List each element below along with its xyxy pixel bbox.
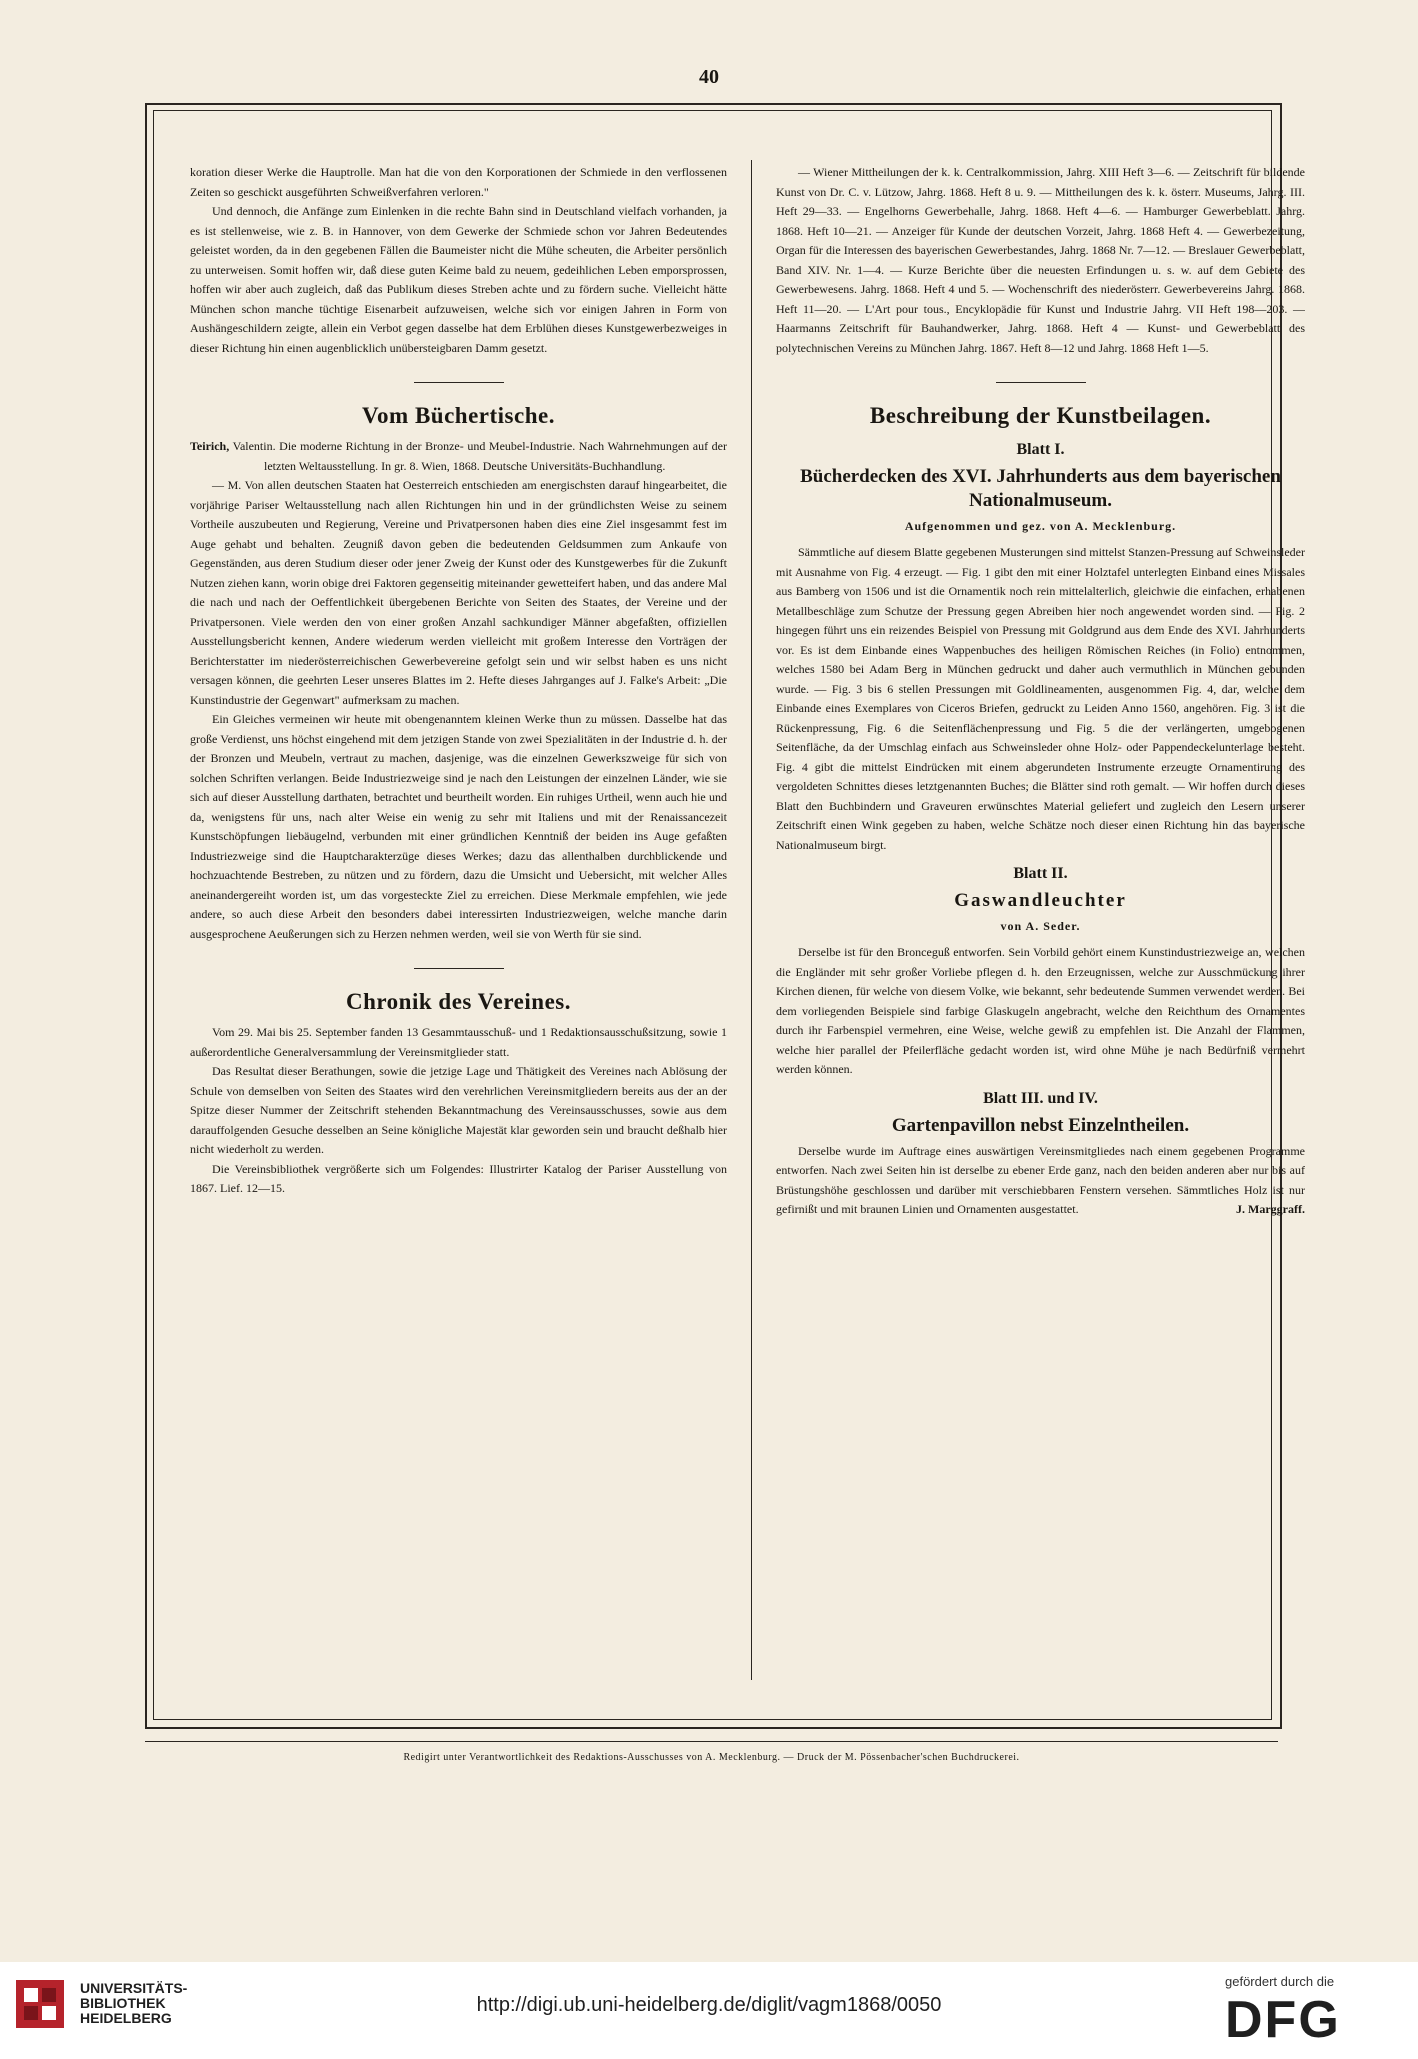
section-rule	[414, 382, 504, 383]
right-column	[776, 163, 1305, 1683]
buecher-paragraph-1: — M. Von allen deutschen Staaten hat Oesterreich entschieden am energischsten darauf hingearbeitet, die vorjährige Pariser Weltausstellung nach allen Richtungen hin und in der gründlichsten Weise zu seinem Vortheile auszubeuten und Regierung, Vereine und Privatpersonen haben dies eine Ziel insgesammt fest im Auge gehabt und behalten. Zeugniß davon geben die bedeutenden Geldsummen zum Ankaufe von Gegenständen, aus deren Studium dieser oder jener Zweig der Kunst oder des Kunstgewerbes für die Zukunft Nutzen ziehen kann, worin obige drei Faktoren gegenseitig miteinander gewetteifert haben, und das andere Mal die nach und nach der Oeffentlichkeit übergebenen Berichte von Seiten des Staates, der Vereine und der Privatpersonen. Viele werden den von einer großen Anzahl sachkundiger Männer abgefaßten, offiziellen Ausstellungsbericht kennen, Andere wiederum werden vielleicht mit großem Interesse den Vorträgen der Berichterstatter im niederösterreichischen Gewerbevereine gefolgt sein und wir selbst haben es uns nicht versagen können, die geehrten Leser unseres Blattes im 2. Hefte dieses Jahrganges auf J. Falke's Arbeit: „Die Kunstindustrie der Gegenwart" aufmerksam zu machen.	[190, 478, 727, 707]
blatt-2-title: Gaswandleuchter	[954, 890, 1127, 911]
section-title-beschreibung: Beschreibung der Kunstbeilagen.	[869, 403, 1212, 428]
blatt-2-byline: von A. Seder.	[1000, 919, 1081, 933]
chronik-paragraph-3: Die Vereinsbibliothek vergrößerte sich um Folgendes: Illustrirter Katalog der Pariser Ausstellung von 1867. Lief. 12—15.	[190, 1161, 727, 1195]
book-entry-text: Valentin. Die moderne Richtung in der Bronze- und Meubel-Industrie. Nach Wahrnehmungen auf der letzten Weltausstellung. In gr. 8. Wien, 1868. Deutsche Universitäts-Buchhandlung.	[232, 439, 727, 473]
institution-line-2: BIBLIOTHEK	[80, 1995, 166, 2011]
section-title-buecher: Vom Büchertische.	[362, 403, 555, 428]
blatt-2-text: Derselbe ist für den Bronceguß entworfen. Sein Vorbild gehört einem Kunstindustriezweige an, welchen die Engländer mit sehr großer Vorliebe pflegen d. h. den Erzeugnissen, welche zur Ausschmückung ihrer Kirchen dienen, für welche von diesem Volke, wie bekannt, sehr bedeutende Summen verwendet werden. Bei dem vorliegenden Beispiele sind farbige Glaskugeln angebracht, welche den Reichthum des Ornamentes durch ihr Farbenspiel vermehren, eine Weise, welche gewiß zu empfehlen ist. Die Anzahl der Flammen, welche hier parallel der Pfeilerfläche gedacht worden ist, wird ohne Mühe je nach Bedürfniß vermehrt werden können.	[776, 945, 1305, 1076]
book-entry-author: Teirich,	[190, 439, 230, 453]
blatt-3-label: Blatt III. und IV.	[983, 1089, 1098, 1107]
blatt-3-body: Derselbe wurde im Auftrage eines auswärtigen Vereinsmitgliedes nach einem gegebenen Programme entworfen. Nach zwei Seiten hin ist derselbe zu ebener Erde ganz, nach den beiden anderen aber nur bis auf Brüstungshöhe geschlossen und darüber mit verschiebbaren Fenstern versehen. Sämmtliches Holz ist nur gefirnißt und mit braunen Linien und Ornamenten ausgestattet.	[776, 1143, 1305, 1216]
institution-line-3: HEIDELBERG	[80, 2010, 172, 2026]
intro-paragraph-2: Und dennoch, die Anfänge zum Einlenken in die rechte Bahn sind in Deutschland vielfach vorhanden, ja es ist stellenweise, wie z. B. in Hannover, von dem Gewerke der Schmiede schon vor Jahren Bedeutendes geleistet worden, da in den gegebenen Fällen die Baumeister nicht die Mühe scheuten, die Arbeiter persönlich zu unterweisen. Somit hoffen wir, daß diese guten Keime bald zu neuem, gedeihlichen Leben emporsprossen, hoffen wir aber auch zugleich, daß das Publikum dieses Streben achte und zu fördern suche. Vielleicht hätte München schon manche tüchtige Eisenarbeit aufzuweisen, welche sich vor einigen Jahren in Form von Aushängeschildern zeigte, allein ein Verbot gegen dasselbe hat dem Erblühen dieses Kunstgewerbezweiges in dieser Richtung hin einen augenblicklich unübersteigbaren Damm gesetzt.	[190, 204, 727, 355]
footer-note: Redigirt unter Verantwortlichkeit des Redaktions-Ausschusses von A. Mecklenburg. — Druck der M. Pössenbacher'schen Buchdruckerei.	[403, 1752, 1020, 1763]
section-rule	[414, 968, 504, 969]
blatt-2-label: Blatt II.	[1013, 865, 1068, 882]
blatt-1-byline: Aufgenommen und gez. von A. Mecklenburg.	[904, 519, 1177, 533]
column-divider	[751, 160, 752, 1680]
book-entry	[190, 437, 727, 476]
section-title-chronik: Chronik des Vereines.	[345, 989, 571, 1014]
periodicals-paragraph: — Wiener Mittheilungen der k. k. Centralkommission, Jahrg. XIII Heft 3—6. — Zeitschrift für bildende Kunst von Dr. C. v. Lützow, Jahrg. 1868. Heft 8 u. 9. — Mittheilungen des k. k. österr. Museums, Jahrg. III. Heft 29—33. — Engelhorns Gewerbehalle, Jahrg. 1868. Heft 4—6. — Hamburger Gewerbeblatt. Jahrg. 1868. Heft 10—21. — Anzeiger für Kunde der deutschen Vorzeit, Jahrg. 1868 Heft 4. — Gewerbezeitung, Organ für die Interessen des bayerischen Gewerbestandes, Jahrg. 1868 Nr. 7—12. — Breslauer Gewerbeblatt, Band XIV. Nr. 1—4. — Kurze Berichte über die neuesten Erfindungen u. s. w. auf dem Gebiete des Gewerbewesens. Jahrg. 1868. Heft 4 und 5. — Wochenschrift des niederösterr. Gewerbevereins Jahrg. 1868. Heft 11—20. — L'Art pour tous., Encyklopädie für Kunst und Industrie Jahrg. VII Heft 198—203. — Haarmanns Zeitschrift für Bauhandwerker, Jahrg. 1868. Heft 4 — Kunst- und Gewerbeblatt des polytechnischen Vereins zu München Jahrg. 1867. Heft 8—12 und Jahrg. 1868 Heft 1—5.	[776, 165, 1305, 355]
institution-line-1: UNIVERSITÄTS-	[80, 1980, 188, 1996]
blatt-1-title: Bücherdecken des XVI. Jahrhunderts aus dem bayerischen Nationalmuseum.	[800, 466, 1281, 511]
chronik-paragraph-2: Das Resultat dieser Berathungen, sowie die jetzige Lage und Thätigkeit des Vereines nach Ablösung der Schule von demselben von Seiten des Staates wird den verehrlichen Vereinsmitgliedern bereits aus der an der Spitze dieser Nummer der Zeitschrift stehenden Bekanntmachung des Vereinsausschusses, sowie aus dem darauffolgenden Gesuche desselben an Seine königliche Majestät klar geworden sein und braucht deßhalb hier nicht wiederholt zu werden.	[190, 1064, 727, 1156]
blatt-3-signature: J. Marggraff.	[1236, 1202, 1305, 1216]
intro-paragraph-1: koration dieser Werke die Hauptrolle. Man hat die von den Korporationen der Schmiede in den verflossenen Zeiten so geschickt ausgeführten Schweißverfahren verloren."	[190, 165, 727, 199]
footer-rule	[145, 1741, 1278, 1742]
dfg-logo[interactable]: DFG	[1225, 1991, 1341, 2049]
chronik-paragraph-1: Vom 29. Mai bis 25. September fanden 13 Gesammtausschuß- und 1 Redaktionsausschußsitzung, sowie 1 außerordentliche Generalversammlung der Vereinsmitglieder statt.	[190, 1025, 727, 1059]
blatt-3-text	[776, 1142, 1305, 1220]
source-url-link[interactable]: http://digi.ub.uni-heidelberg.de/diglit/vagm1868/0050	[476, 1994, 942, 2016]
blatt-1-text: Sämmtliche auf diesem Blatte gegebenen Musterungen sind mittelst Stanzen-Pressung auf Schweinsleder mit Ausnahme von Fig. 4 erzeugt. — Fig. 1 gibt den mit einer Holztafel unterlegten Einband eines Missales aus Bamberg von 1506 und ist die Ornamentik noch rein mittelalterlich, gleichwie die einfachen, erhabenen Metallbeschläge zum Schutze der Pressung gegen Abreiben hier noch angewendet worden sind. — Fig. 2 hingegen führt uns ein reizendes Beispiel von Pressung mit Goldgrund aus dem Ende des XVI. Jahrhunderts vor. Es ist dem Einbande eines Wappenbuches des heiligen Römischen Reiches (in Folio) entnommen, welches 1580 bei Adam Berg in München gedruckt und daher auch vermuthlich in München gebunden wurde. — Fig. 3 bis 6 stellen Pressungen mit Goldlineamenten, ausgenommen Fig. 4, dar, welche dem Einbande eines Exemplares von Ciceros Briefen, gedruckt zu Leiden Anno 1560, angehören. Fig. 3 ist die Rückenpressung, Fig. 6 die Seitenflächenpressung und Fig. 5 die der verlängerten, umgebogenen Seitenfläche, da der Umschlag einfach aus Schweinsleder ohne Holz- oder Pappendeckelunterlage besteht. Fig. 4 gibt die mittelst Eindrücken mit einem abgerundeten Instrumente erzeugte Ornamentirung des vergoldeten Schnittes dieses letztgenannten Buches; die Blätter sind roth gemalt. — Wir hoffen durch dieses Blatt den Buchbindern und Graveuren erwünschtes Material geliefert und zugleich den Lesern unserer Zeitschrift einen Wink gegeben zu haben, welche Schätze noch dieser einen Richtung hin das bayerische Nationalmuseum birgt.	[776, 545, 1305, 852]
blatt-1-label: Blatt I.	[1016, 441, 1065, 458]
left-column	[190, 163, 727, 1683]
buecher-paragraph-2: Ein Gleiches vermeinen wir heute mit obengenanntem kleinen Werke thun zu müssen. Dasselbe hat das große Verdienst, uns höchst eingehend mit dem jetzigen Stande von zwei Spezialitäten in der Industrie d. h. der der Bronzen und Meubeln, vertraut zu machen, dasjenige, was die einzelnen Gewerkszweige für sich von solchen Schriften verlangen. Beide Industriezweige sind je nach den Leistungen der einzelnen Länder, wie sie sich auf dieser Ausstellung darthaten, betrachtet und beurtheilt worden. Ein ruhiges Urtheil, wenn auch hie und da, wenigstens für uns, nach alter Weise ein wenig zu sehr mit Italiens und mit der Renaissancezeit Kunstschöpfungen liebäugelnd, verbunden mit einer gründlichen Kenntniß der beiden ins Auge gefaßten Industriezweige sind die Hauptcharakterzüge dieses Werkes; dazu das allenthalben durchblickende und hochzuachtende Bestreben, zu nützen und zu fördern, dazu die Umsicht und Uebersicht, mit welcher Alles aneinandergereiht worden ist, um das vorgesteckte Ziel zu erreichen. Diese Merkmale empfehlen, wie jede andere, so auch diese Arbeit den besonders dabei interessirten Industriezweigen, welche manche darin ausgesprochene Aeußerungen sich zu Herzen nehmen werden, weil sie von Werth für sie sind.	[190, 712, 727, 941]
sponsor-caption: gefördert durch die	[1225, 1974, 1335, 1989]
blatt-3-title: Gartenpavillon nebst Einzelntheilen.	[891, 1114, 1190, 1136]
section-rule	[996, 382, 1086, 383]
page-number: 40	[699, 66, 719, 88]
